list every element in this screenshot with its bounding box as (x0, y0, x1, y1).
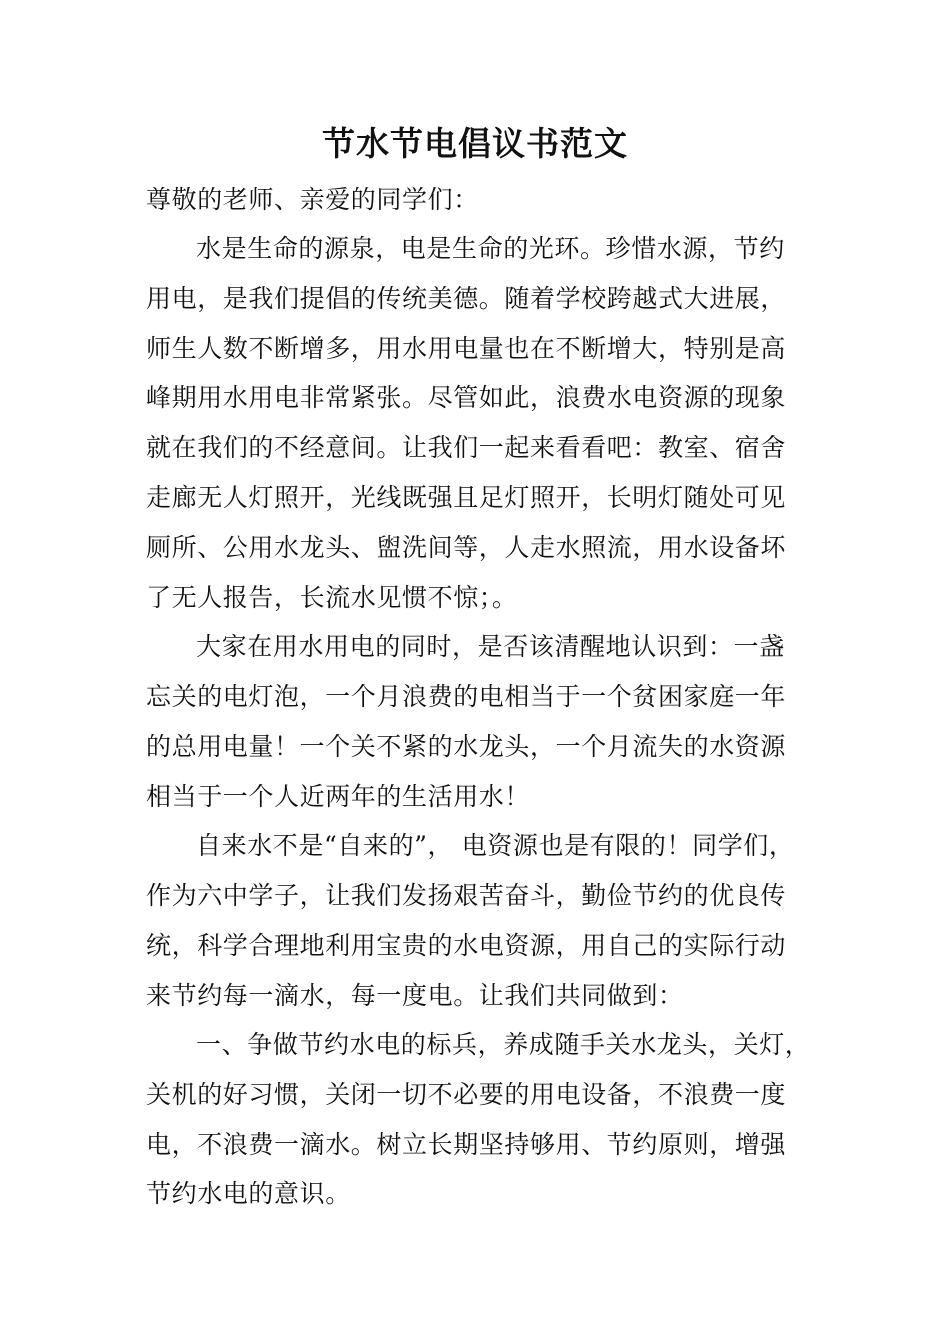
paragraph-1-line-5: 就在我们的不经意间。让我们一起来看看吧：教室、宿舍 (146, 433, 787, 462)
paragraph-1-line-4: 峰期用水用电非常紧张。尽管如此，浪费水电资源的现象 (146, 383, 787, 412)
paragraph-3-line-2: 作为六中学子，让我们发扬艰苦奋斗，勤俭节约的优良传 (146, 881, 787, 910)
paragraph-4-line-2: 关机的好习惯，关闭一切不必要的用电设备，不浪费一度 (146, 1080, 787, 1109)
paragraph-1-line-3: 师生人数不断增多，用水用电量也在不断增大，特别是高 (146, 334, 787, 363)
paragraph-4-line-4: 节约水电的意识。 (146, 1179, 351, 1208)
paragraph-1-line-1: 水是生命的源泉，电是生命的光环。珍惜水源，节约 (196, 234, 785, 263)
paragraph-2-line-1: 大家在用水用电的同时，是否该清醒地认识到：一盏 (196, 632, 785, 661)
paragraph-1-line-6: 走廊无人灯照开，光线既强且足灯照开，长明灯随处可见 (146, 483, 787, 512)
paragraph-2-line-3: 的总用电量！一个关不紧的水龙头，一个月流失的水资源 (146, 732, 787, 761)
paragraph-1-line-8: 了无人报告，长流水见惯不惊；。 (146, 583, 518, 612)
paragraph-4-line-1: 一、争做节约水电的标兵，养成随手关水龙头，关灯， (196, 1030, 811, 1059)
paragraph-2-line-4: 相当于一个人近两年的生活用水！ (146, 782, 531, 811)
paragraph-3-line-4: 来节约每一滴水，每一度电。让我们共同做到： (146, 981, 684, 1010)
paragraph-3-line-3: 统，科学合理地利用宝贵的水电资源，用自己的实际行动 (146, 931, 787, 960)
paragraph-1-line-2: 用电，是我们提倡的传统美德。随着学校跨越式大进展， (146, 284, 787, 313)
document-title: 节水节电倡议书范文 (322, 124, 628, 163)
paragraph-1-line-7: 厕所、公用水龙头、盥洗间等，人走水照流，用水设备坏 (146, 533, 787, 562)
paragraph-2-line-2: 忘关的电灯泡，一个月浪费的电相当于一个贫困家庭一年 (146, 682, 787, 711)
paragraph-3-line-1: 自来水不是“自来的”， 电资源也是有限的！同学们， (196, 831, 795, 860)
salutation: 尊敬的老师、亲爱的同学们： (146, 185, 479, 214)
paragraph-4-line-3: 电，不浪费一滴水。树立长期坚持够用、节约原则，增强 (146, 1130, 787, 1159)
